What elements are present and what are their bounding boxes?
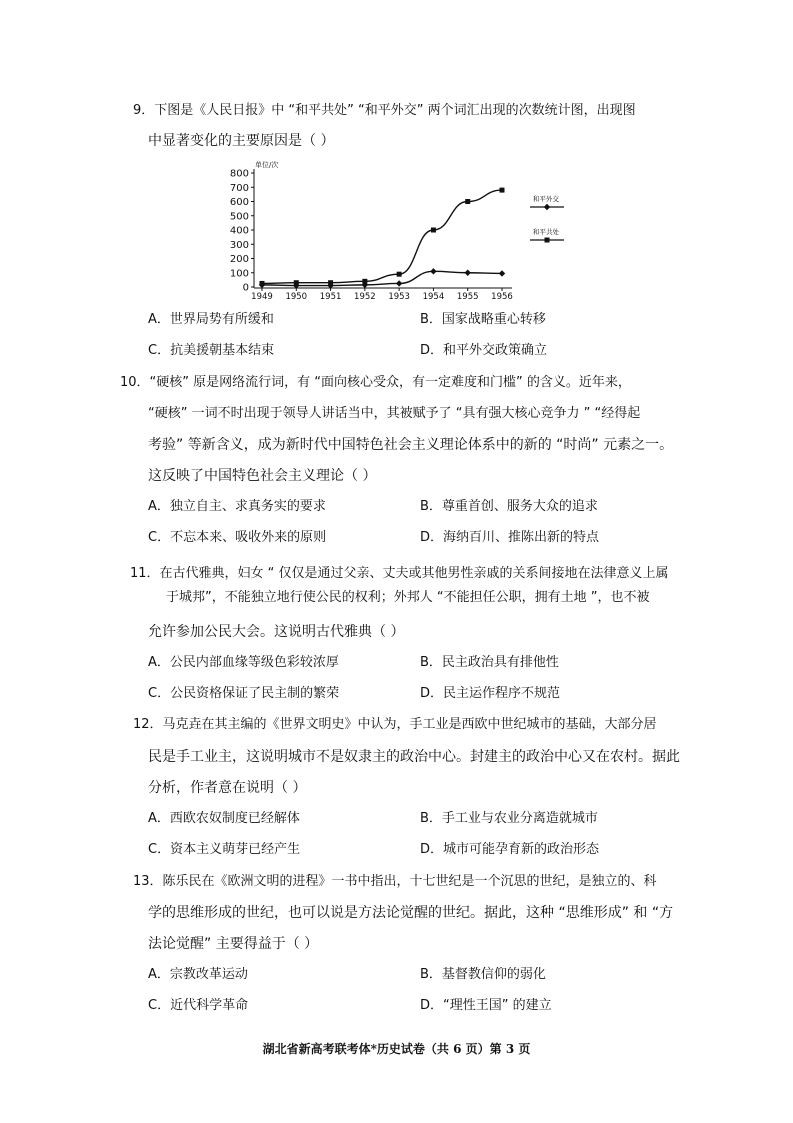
q13-stem-line3: 法论觉醒” 主要得益于（ ） (148, 936, 319, 952)
y-tick-label: 500 (229, 211, 249, 223)
q10-stem-line4: 这反映了中国特色社会主义理论（ ） (148, 468, 377, 484)
q13-option-c[interactable]: C．近代科学革命 (148, 998, 249, 1013)
q9-option-d[interactable]: D．和平外交政策确立 (420, 343, 548, 358)
q13-option-d[interactable]: D．“理性王国” 的建立 (420, 998, 552, 1013)
q10-option-d[interactable]: D．海纳百川、推陈出新的特点 (420, 530, 600, 545)
q10-stem-line1: 10．“硬核” 原是网络流行词，有 “面向核心受众，有一定难度和门槛” 的含义。近年来， (120, 375, 631, 390)
data-point (430, 268, 436, 274)
data-point (499, 270, 505, 276)
data-point (328, 280, 333, 285)
data-point (465, 270, 471, 276)
q9-option-c[interactable]: C．抗美援朝基本结束 (148, 343, 275, 358)
x-tick-label: 1950 (285, 292, 308, 302)
y-tick-label: 100 (229, 268, 249, 280)
q10-stem-line3: 考验” 等新含义，成为新时代中国特色社会主义理论体系中的新的 “时尚” 元素之一。 (148, 437, 674, 453)
y-tick-label: 300 (229, 239, 249, 251)
q13-stem-line2: 学的思维形成的世纪，也可以说是方法论觉醒的世纪。据此，这种 “思维形成” 和 “方 (148, 905, 674, 921)
q10-stem-line2: “硬核” 一词不时出现于领导人讲话当中，其被赋予了 “具有强大核心竞争力 ” “经得起 (148, 406, 641, 421)
x-tick-label: 1949 (251, 292, 273, 302)
q9-line-chart (222, 160, 567, 305)
q13-option-b[interactable]: B．基督教信仰的弱化 (420, 967, 546, 982)
q13-option-a[interactable]: A．宗教改革运动 (148, 967, 248, 982)
legend-label: 和平共处 (533, 228, 559, 236)
q9-stem-line2: 中显著变化的主要原因是（ ） (148, 133, 335, 149)
q9-option-a[interactable]: A．世界局势有所缓和 (148, 312, 274, 327)
data-point (397, 272, 402, 277)
data-point (294, 280, 299, 285)
q12-stem-line2: 民是手工业主，这说明城市不是奴隶主的政治中心。封建主的政治中心又在农村。据此 (148, 749, 680, 765)
x-tick-label: 1953 (388, 292, 410, 302)
y-tick-label: 700 (229, 182, 249, 194)
q12-stem-line3: 分析，作者意在说明（ ） (148, 780, 307, 796)
x-tick-label: 1956 (491, 292, 513, 302)
q11-option-c[interactable]: C．公民资格保证了民主制的繁荣 (148, 686, 340, 701)
q10-option-a[interactable]: A．独立自主、求真务实的要求 (148, 499, 326, 514)
x-tick-label: 1951 (319, 292, 342, 302)
q11-stem-line3: 允许参加公民大会。这说明古代雅典（ ） (148, 624, 405, 640)
y-tick-label: 400 (229, 225, 249, 237)
y-tick-label: 200 (229, 254, 249, 265)
q11-stem-line1: 11．在古代雅典，妇女 “ 仅仅是通过父亲、丈夫或其他男性亲戚的关系间接地在法律意义上属 (130, 566, 669, 581)
q13-stem-line1: 13．陈乐民在《欧洲文明的进程》一书中指出，十七世纪是一个沉思的世纪，是独立的、科 (133, 874, 657, 889)
y-tick-label: 800 (229, 168, 249, 180)
data-point (431, 228, 436, 233)
q9-stem-line1: 9．下图是《人民日报》中 “和平共处” “和平外交” 两个词汇出现的次数统计图，出现图 (133, 103, 636, 118)
y-tick-label: 0 (242, 282, 249, 294)
q10-option-b[interactable]: B．尊重首创、服务大众的追求 (420, 499, 598, 514)
legend-label: 和平外交 (533, 195, 559, 203)
data-point (396, 280, 402, 286)
q12-option-a[interactable]: A．西欧农奴制度已经解体 (148, 811, 300, 826)
series-line (262, 190, 502, 283)
q12-option-d[interactable]: D．城市可能孕育新的政治形态 (420, 842, 600, 857)
q12-option-c[interactable]: C．资本主义萌芽已经产生 (148, 842, 301, 857)
q10-option-c[interactable]: C．不忘本来、吸收外来的原则 (148, 530, 327, 545)
q9-option-b[interactable]: B．国家战略重心转移 (420, 312, 546, 327)
data-point (500, 188, 505, 193)
q11-option-a[interactable]: A．公民内部血缘等级色彩较浓厚 (148, 655, 339, 670)
q11-stem-line2: 于城邦”，不能独立地行使公民的权利；外邦人 “不能担任公职，拥有土地 ”，也不被 (166, 590, 650, 605)
page-footer: 湖北省新高考联考体*历史试卷（共 6 页）第 3 页 (262, 1042, 531, 1056)
data-point (545, 238, 550, 243)
chart-unit-label: 单位/次 (255, 161, 279, 169)
data-point (465, 199, 470, 204)
y-tick-label: 600 (229, 197, 249, 208)
x-tick-label: 1954 (422, 292, 445, 302)
q12-stem-line1: 12．马克垚在其主编的《世界文明史》中认为，手工业是西欧中世纪城市的基础，大部分居 (133, 717, 657, 732)
q12-option-b[interactable]: B．手工业与农业分离造就城市 (420, 811, 598, 826)
x-tick-label: 1955 (456, 292, 479, 302)
x-tick-label: 1952 (354, 292, 376, 302)
q11-option-d[interactable]: D．民主运作程序不规范 (420, 686, 561, 701)
data-point (260, 281, 265, 286)
data-point (362, 279, 367, 284)
q11-option-b[interactable]: B．民主政治具有排他性 (420, 655, 559, 670)
data-point (544, 204, 550, 210)
